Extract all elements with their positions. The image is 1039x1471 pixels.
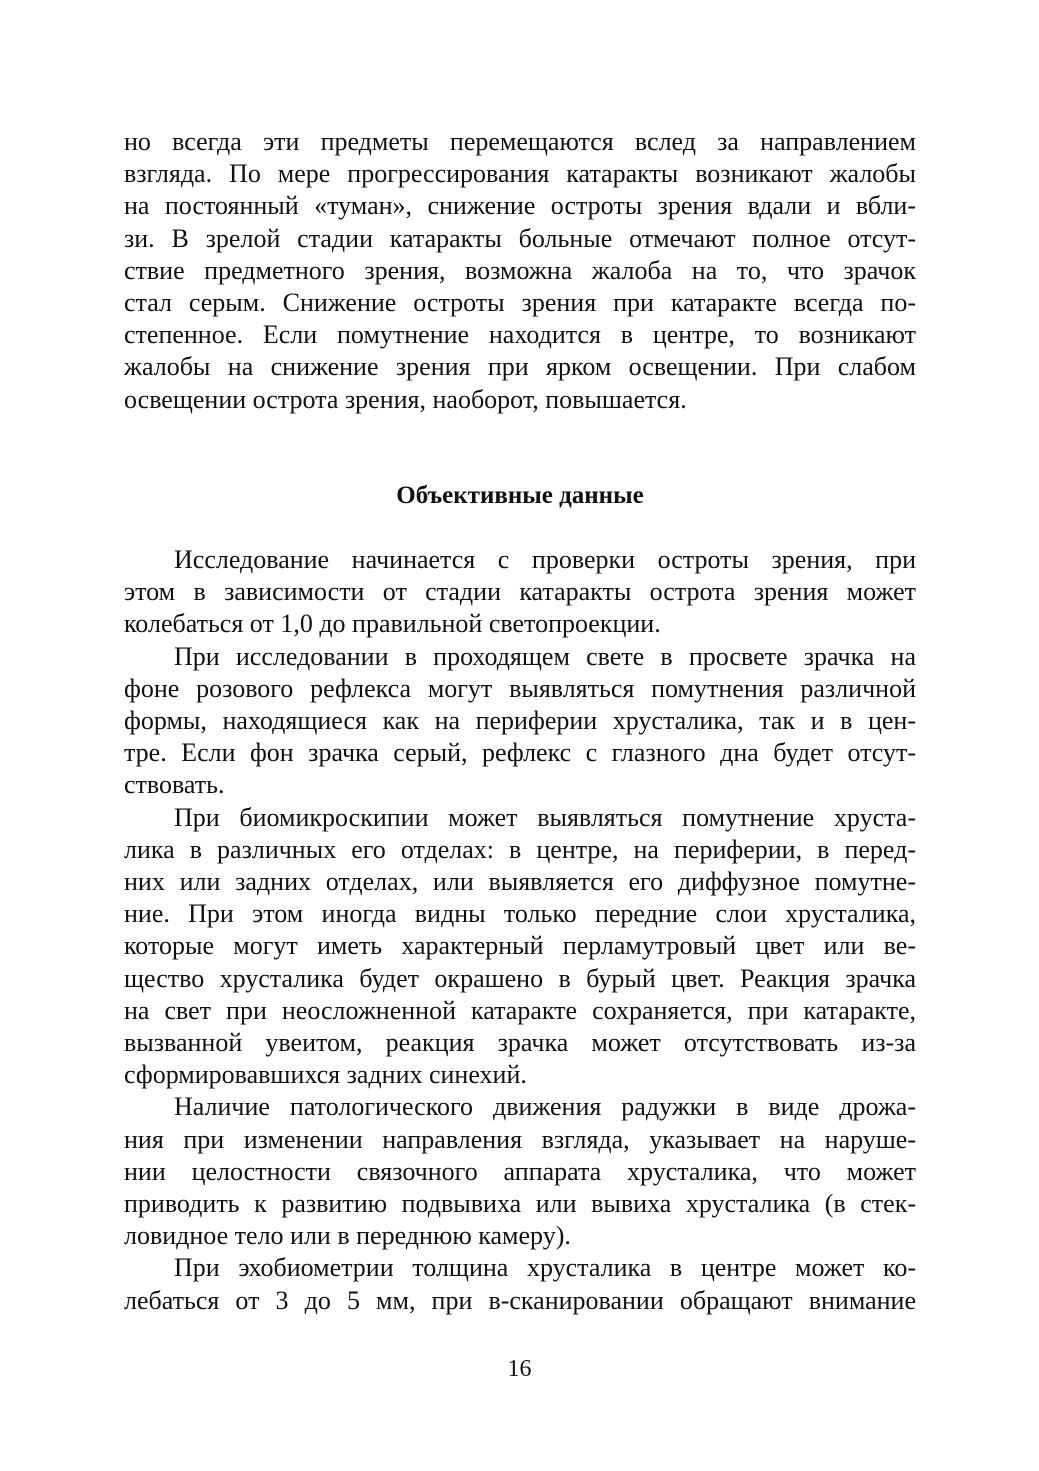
paragraph-5 xyxy=(124,1252,916,1316)
text-line: приводить к развитию подвывиха или вывиха хрусталика (в стек- xyxy=(124,1189,916,1219)
text-line: ствие предметного зрения, возможна жалоба на то, что зрачок xyxy=(124,255,916,285)
text-line: При эхобиометрии толщина хрусталика в центре может ко- xyxy=(174,1253,916,1283)
paragraph-intro xyxy=(124,126,916,416)
text-line: нии целостности связочного аппарата хрусталика, что может xyxy=(124,1156,916,1186)
text-line: освещении острота зрения, наоборот, повышается. xyxy=(124,384,687,414)
text-line: взгляда. По мере прогрессирования катаракты возникают жалобы xyxy=(124,159,916,189)
text-line: вызванной увеитом, реакция зрачка может отсутствовать из-за xyxy=(124,1028,916,1058)
paragraph-2 xyxy=(124,641,916,802)
text-line: формы, находящиеся как на периферии хрусталика, так и в цен- xyxy=(124,706,916,736)
section-heading: Объективные данные xyxy=(396,482,644,509)
section-body xyxy=(124,544,916,1317)
text-line: ние. При этом иногда видны только передние слои хрусталика, xyxy=(124,899,916,929)
text-line: но всегда эти предметы перемещаются вслед за направлением xyxy=(124,127,916,156)
text-line: тре. Если фон зрачка серый, рефлекс с глазного дна будет отсут- xyxy=(124,738,916,768)
text-line: При исследовании в проходящем свете в просвете зрачка на xyxy=(174,641,916,671)
text-line: колебаться от 1,0 до правильной светопроекции. xyxy=(124,609,661,639)
text-line: ловидное тело или в переднюю камеру). xyxy=(124,1221,571,1251)
text-line: При биомикроскипии может выявляться помутнение хруста- xyxy=(174,802,916,832)
text-line: жалобы на снижение зрения при ярком освещении. При слабом xyxy=(124,352,916,382)
text-line: зи. В зрелой стадии катаракты больные отмечают полное отсут- xyxy=(124,223,916,253)
text-line: ния при изменении направления взгляда, указывает на наруше- xyxy=(124,1124,916,1154)
text-line: фоне розового рефлекса могут выявляться помутнения различной xyxy=(124,673,916,703)
text-line: ствовать. xyxy=(124,770,225,800)
page-number: 16 xyxy=(507,1356,532,1382)
text-line: этом в зависимости от стадии катаракты острота зрения может xyxy=(124,577,916,607)
text-line: них или задних отделах, или выявляется его диффузное помутне- xyxy=(124,867,916,897)
text-line: на постоянный «туман», снижение остроты зрения вдали и вбли- xyxy=(124,191,916,221)
paragraph-4 xyxy=(124,1091,916,1252)
text-line: щество хрусталика будет окрашено в бурый цвет. Реакция зрачка xyxy=(124,963,916,993)
paragraph-1 xyxy=(124,544,916,641)
text-line: лебаться от 3 до 5 мм, при в-сканировании обращают внимание xyxy=(124,1285,916,1315)
text-line: степенное. Если помутнение находится в центре, то возникают xyxy=(124,320,916,350)
text-line: Исследование начинается с проверки остроты зрения, при xyxy=(174,545,916,574)
text-line: Наличие патологического движения радужки в виде дрожа- xyxy=(174,1092,916,1122)
text-line: которые могут иметь характерный перламутровый цвет или ве- xyxy=(124,931,916,961)
text-line: сформировавшихся задних синехий. xyxy=(124,1060,527,1090)
text-line: лика в различных его отделах: в центре, на периферии, в перед- xyxy=(124,834,916,864)
paragraph-3 xyxy=(124,802,916,1092)
text-line: стал серым. Снижение остроты зрения при катаракте всегда по- xyxy=(124,288,916,318)
text-line: на свет при неосложненной катаракте сохраняется, при катаракте, xyxy=(124,995,916,1025)
